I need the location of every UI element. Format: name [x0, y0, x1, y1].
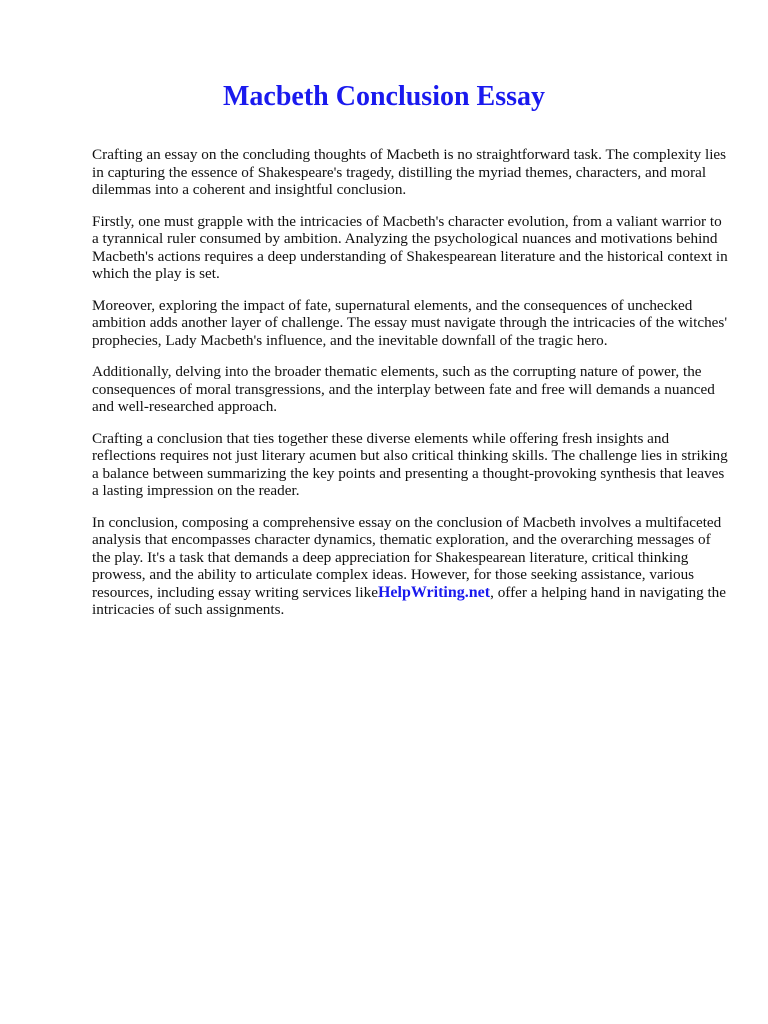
essay-body	[92, 146, 732, 633]
paragraph-5: Crafting a conclusion that ties together these diverse elements while offering fresh insights and reflections requires not just literary acumen but also critical thinking skills. The challenge lies in striking a balance between summarizing the key points and presenting a thought-provoking synthesis that leaves a lasting impression on the reader.	[92, 429, 728, 499]
paragraph-2: Firstly, one must grapple with the intricacies of Macbeth's character evolution, from a valiant warrior to a tyrannical ruler consumed by ambition. Analyzing the psychological nuances and motivations behind Macbeth's actions requires a deep understanding of Shakespearean literature and the historical context in which the play is set.	[92, 212, 728, 282]
paragraph-6-text-before-link: In conclusion, composing a comprehensive essay on the conclusion of Macbeth involves a multifaceted analysis that encompasses character dynamics, thematic exploration, and the overarching messages of the play. It's a task that demands a deep appreciation for Shakespearean literature, critical thinking prowess, and the ability to articulate complex ideas. However, for those seeking assistance, various resources, including essay writing services like	[92, 513, 722, 601]
paragraph-1: Crafting an essay on the concluding thoughts of Macbeth is no straightforward task. The complexity lies in capturing the essence of Shakespeare's tragedy, distilling the myriad themes, characters, and moral dilemmas into a coherent and insightful conclusion.	[92, 146, 727, 198]
helpwriting-link[interactable]: HelpWriting.net	[377, 583, 491, 601]
paragraph-3: Moreover, exploring the impact of fate, supernatural elements, and the consequences of unchecked ambition adds another layer of challenge. The essay must navigate through the intricacies of the witches' prophecies, Lady Macbeth's influence, and the inevitable downfall of the tragic hero.	[92, 296, 728, 349]
page-title: Macbeth Conclusion Essay	[222, 81, 546, 112]
paragraph-6-text-after-link: , offer a helping hand in navigating the intricacies of such assignments.	[92, 583, 727, 618]
paragraph-4: Additionally, delving into the broader thematic elements, such as the corrupting nature of power, the consequences of moral transgressions, and the interplay between fate and free will demands a nuanced and well-researched approach.	[92, 363, 715, 415]
paragraph-6	[92, 514, 732, 619]
